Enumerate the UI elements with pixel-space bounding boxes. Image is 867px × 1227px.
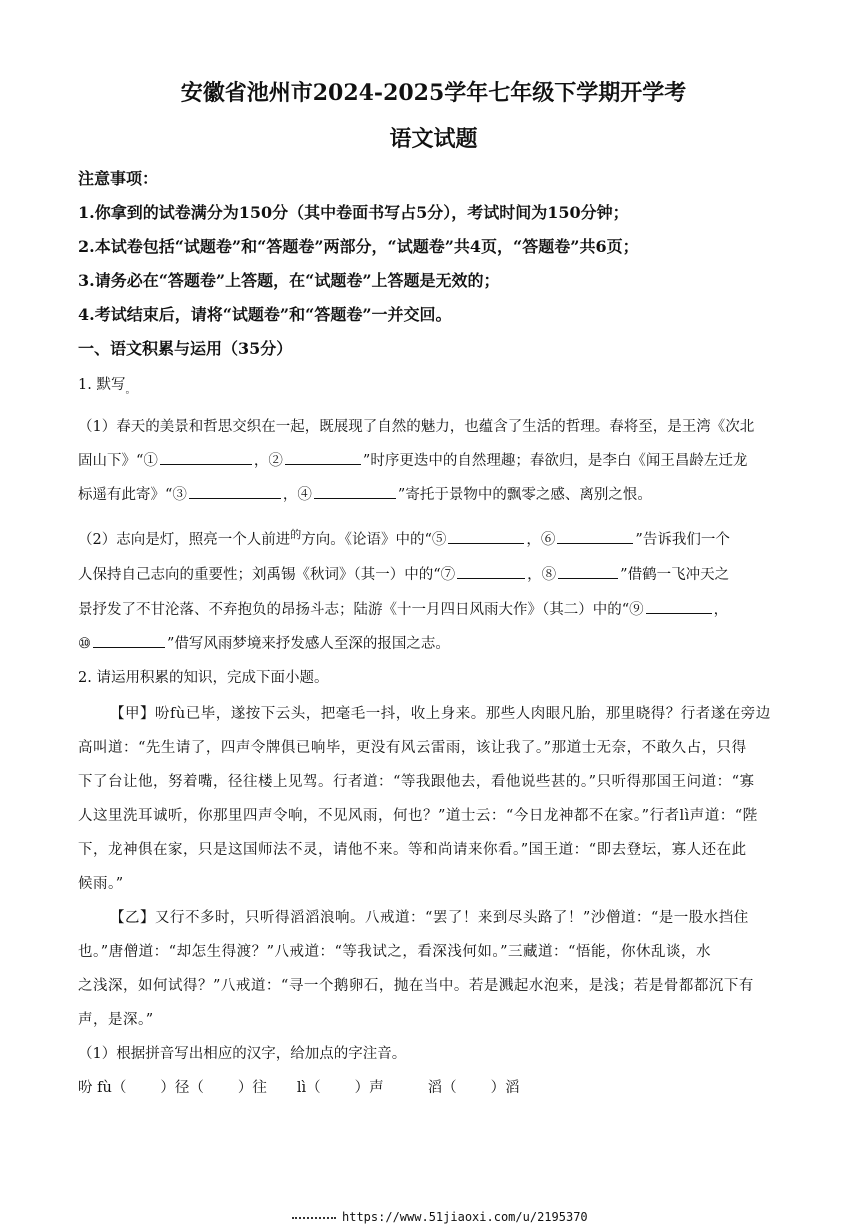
passage-b-line1: 【乙】又行不多时，只听得滔滔浪响。八戒道：“罢了！来到尽头路了！”沙僧道：“是一股水挡住 xyxy=(110,910,749,926)
q1-p1-line3 xyxy=(78,483,798,504)
passage-a-line5: 下，龙神俱在家，只是这国师法不灵，请他不来。等和尚请来你看。”国王道：“即去登坛，寡人还在此 xyxy=(78,842,747,858)
q1-text: 景抒发了不甘沦落、不弃抱负的昂扬斗志；陆游《十一月四日风雨大作》（其二）中的“⑨ xyxy=(78,602,644,618)
q1-text: ”寄托于景物中的飘零之感、离别之恨。 xyxy=(397,487,652,503)
q1-p2-line3 xyxy=(78,598,798,619)
answer-blank-10[interactable] xyxy=(93,633,165,648)
passage-a-line1: 【甲】吩fù已毕，遂按下云头，把毫毛一抖，收上身来。那些人肉眼凡胎，那里晓得？行者遂在旁边 xyxy=(110,706,771,722)
answer-blank-9[interactable] xyxy=(646,599,712,614)
q1-label-text: 1. 默写 xyxy=(78,377,126,393)
pinyin-item: ）径（ xyxy=(160,1080,204,1096)
question-1-label xyxy=(78,373,798,396)
answer-blank-8[interactable] xyxy=(558,564,618,579)
pinyin-item: 滔（ xyxy=(427,1080,457,1096)
footer-divider xyxy=(292,1217,336,1219)
q1-text: ， xyxy=(713,602,729,618)
question-2-sub1: （1）根据拼音写出相应的汉字，给加点的字注音。 xyxy=(78,1046,407,1062)
answer-blank-2[interactable] xyxy=(285,450,361,465)
q1-text: 方向。《论语》中的“⑤ xyxy=(301,532,447,548)
q1-text: ”时序更迭中的自然理趣；春欲归，是李白《闻王昌龄左迁龙 xyxy=(362,453,748,469)
footer-url-text: https://www.51jiaoxi.com/u/2195370 xyxy=(342,1210,588,1224)
passage-b-line3: 之浅深，如何试得？”八戒道：“寻一个鹅卵石，抛在当中。若是溅起水泡来，是浅；若是骨都都沉下有 xyxy=(78,978,754,994)
q1-text: 人保持自己志向的重要性；刘禹锡《秋词》（其一）中的“⑦ xyxy=(78,567,456,583)
answer-blank-5[interactable] xyxy=(448,529,524,544)
q1-text: ，④ xyxy=(282,487,312,503)
q1-p1-line1: （1）春天的美景和哲思交织在一起，既展现了自然的魅力，也蕴含了生活的哲理。春将至，是王湾《次北 xyxy=(78,419,755,435)
q1-p2-line1 xyxy=(78,526,798,549)
q1-text: ”告诉我们一个 xyxy=(635,532,730,548)
note-item-2: 2.本试卷包括“试题卷”和“答题卷”两部分，“试题卷”共4页，“答题卷”共6页； xyxy=(78,237,639,256)
q1-text: ”借鹤一飞冲天之 xyxy=(620,567,730,583)
q1-text: 标遥有此寄》“③ xyxy=(78,487,187,503)
answer-blank-3[interactable] xyxy=(189,484,281,499)
q1-text-raised: 的 xyxy=(290,528,302,541)
passage-a-line3: 下了台让他，努着嘴，径往楼上见驾。行者道：“等我跟他去，看他说些甚的。”只听得那国王问道：“寡 xyxy=(78,774,755,790)
pinyin-item: ）滔 xyxy=(490,1080,520,1096)
q1-text: ”借写风雨梦境来抒发感人至深的报国之志。 xyxy=(167,636,450,652)
passage-b-line4: 声，是深。” xyxy=(78,1012,154,1028)
q1-p2-line2 xyxy=(78,563,798,584)
q1-text: ，⑧ xyxy=(527,567,557,583)
q1-p2-line4 xyxy=(78,632,798,653)
note-item-3: 3.请务必在“答题卷”上答题，在“试题卷”上答题是无效的； xyxy=(78,271,500,290)
page-title: 安徽省池州市2024-2025学年七年级下学期开学考 xyxy=(180,80,687,106)
answer-blank-4[interactable] xyxy=(314,484,396,499)
q1-p1-line2 xyxy=(78,449,798,470)
pinyin-item: ）往 xyxy=(237,1080,267,1096)
answer-blank-1[interactable] xyxy=(160,450,252,465)
passage-b-line2: 也。”唐僧道：“却怎生得渡？”八戒道：“等我试之，看深浅何如。”三藏道：“悟能，你休乱谈，水 xyxy=(78,944,711,960)
q1-text: ，⑥ xyxy=(526,532,556,548)
pinyin-item: 吩 fù（ xyxy=(78,1080,127,1096)
q1-dot: 。 xyxy=(125,385,136,396)
q1-text: ，② xyxy=(253,453,283,469)
q1-text: （2）志向是灯，照亮一个人前进 xyxy=(78,532,291,548)
section-heading: 一、语文积累与运用（35分） xyxy=(78,339,293,358)
q1-text: 固山下》“① xyxy=(78,453,158,469)
page-subtitle: 语文试题 xyxy=(389,126,478,152)
passage-a-line4: 人这里洗耳诚听，你那里四声令响，不见风雨，何也？”道士云：“今日龙神都不在家。”行者lì声道：“陛 xyxy=(78,808,758,824)
pinyin-item: ）声 xyxy=(354,1080,384,1096)
note-item-1: 1.你拿到的试卷满分为150分（其中卷面书写占5分），考试时间为150分钟； xyxy=(78,203,629,222)
answer-blank-7[interactable] xyxy=(457,564,525,579)
pinyin-row xyxy=(78,1076,798,1097)
footer-url[interactable] xyxy=(292,1210,588,1224)
passage-a-line6: 候雨。” xyxy=(78,876,124,892)
pinyin-item: lì（ xyxy=(296,1080,321,1096)
note-item-4: 4.考试结束后，请将“试题卷”和“答题卷”一并交回。 xyxy=(78,305,452,324)
passage-a-line2: 高叫道：“先生请了，四声令牌俱已响毕，更没有风云雷雨，该让我了。”那道士无奈，不敢久占，只得 xyxy=(78,740,747,756)
answer-blank-6[interactable] xyxy=(557,529,633,544)
q1-text: ⑩ xyxy=(78,636,91,652)
question-2-label: 2. 请运用积累的知识，完成下面小题。 xyxy=(78,670,329,686)
notes-heading: 注意事项： xyxy=(78,169,159,188)
